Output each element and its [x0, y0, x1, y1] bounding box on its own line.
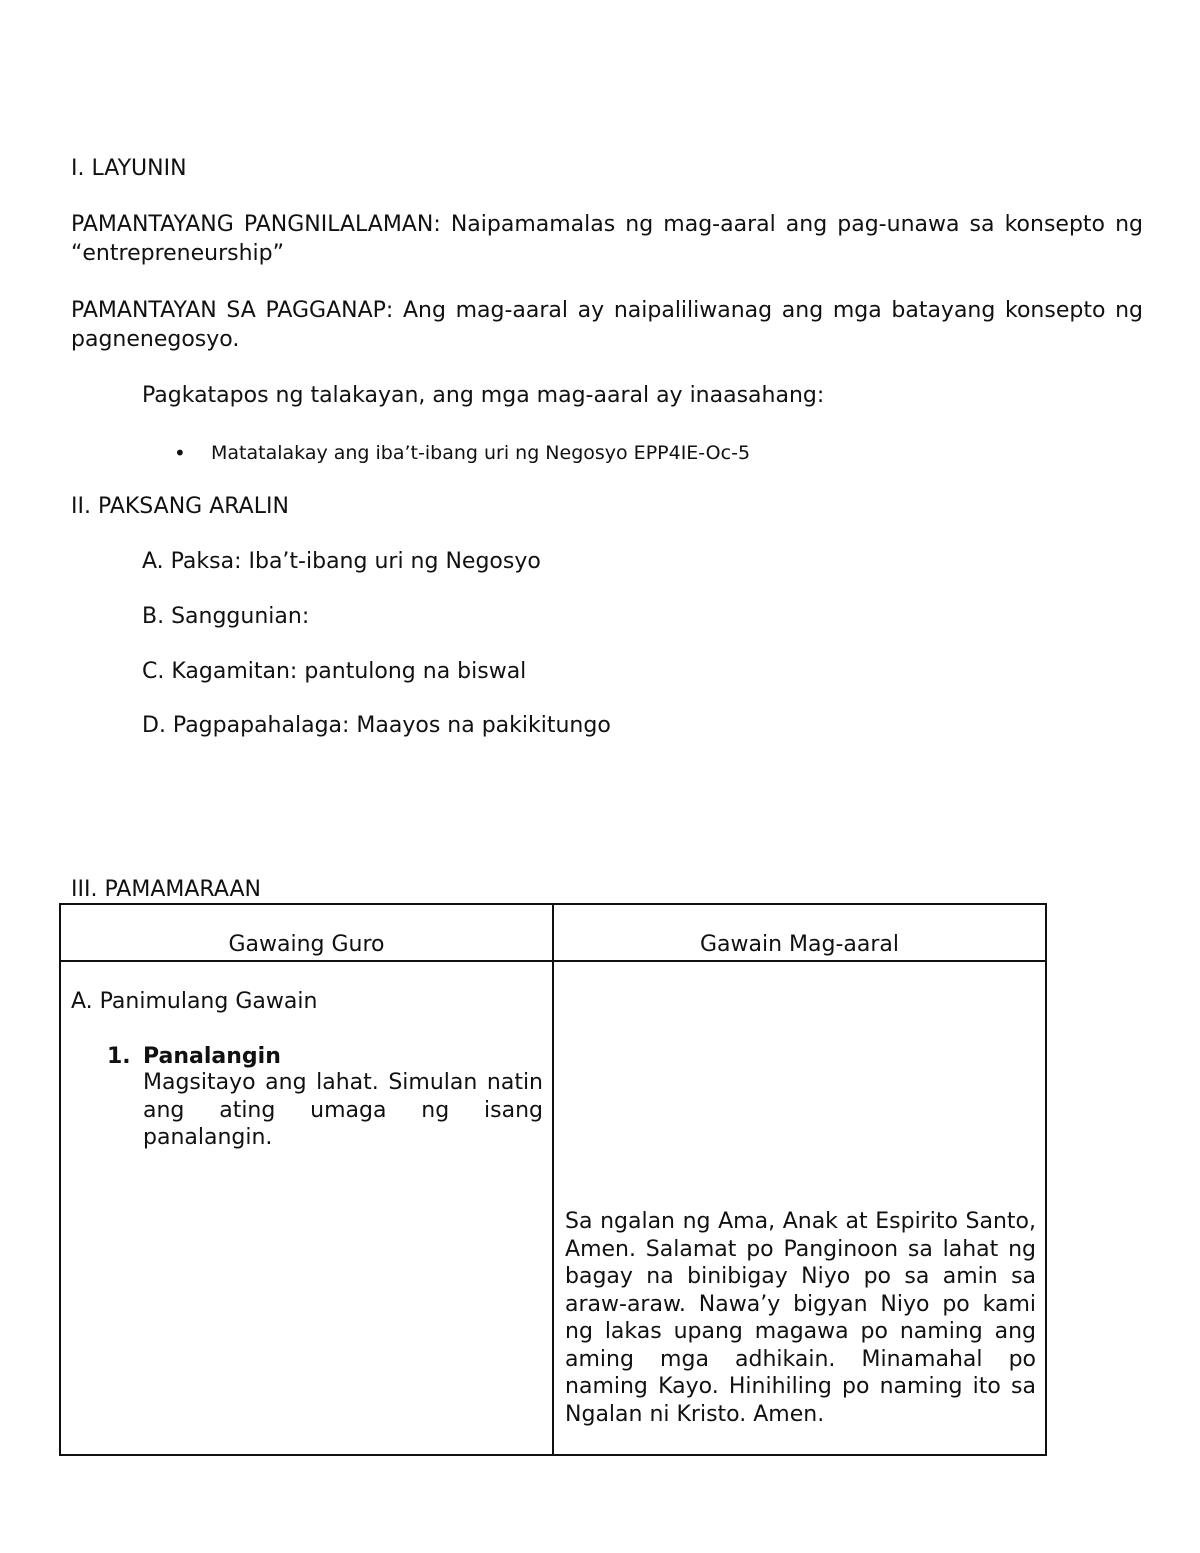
topic-item-d: D. Pagpapahalaga: Maayos na pakikitungo — [142, 713, 611, 738]
student-activity-cell — [553, 961, 1046, 1455]
table-header-student: Gawain Mag-aaral — [553, 904, 1046, 961]
table-header-teacher: Gawaing Guro — [60, 904, 553, 961]
content-standard-paragraph: PAMANTAYANG PANGNILALAMAN: Naipamamalas ng mag-aaral ang pag-unawa sa konsepto ng “entrepreneurship” — [71, 212, 1143, 266]
step-instruction: Magsitayo ang lahat. Simulan natin ang ating umaga ng isang panalangin. — [143, 1070, 543, 1150]
topic-item-a: A. Paksa: Iba’t-ibang uri ng Negosyo — [142, 549, 541, 574]
bullet-icon: • — [174, 441, 186, 465]
section-2-heading: II. PAKSANG ARALIN — [71, 494, 289, 519]
topic-item-b: B. Sanggunian: — [142, 604, 310, 629]
step-number: 1. — [107, 1044, 131, 1069]
procedure-table — [59, 903, 1047, 1456]
table-row — [60, 961, 1046, 1455]
student-prayer-response: Sa ngalan ng Ama, Anak at Espirito Santo, Amen. Salamat po Panginoon sa lahat ng bagay na binibigay Niyo po sa amin sa araw-araw. Nawa’y bigyan Niyo po kami ng lakas upang magawa po naming ang aming mga adhikain. Minamahal po naming Kayo. Hinihiling po naming ito sa Ngalan ni Kristo. Amen. — [565, 1209, 1037, 1427]
objective-bullet-item: Matatalakay ang iba’t-ibang uri ng Negosyo EPP4IE-Oc-5 — [211, 442, 751, 464]
table-header-row — [60, 904, 1046, 961]
teacher-activity-cell — [60, 961, 553, 1455]
section-3-heading: III. PAMAMARAAN — [71, 877, 261, 902]
objective-bullet-list — [174, 441, 186, 466]
step-title: Panalangin — [143, 1044, 281, 1069]
section-1-heading: I. LAYUNIN — [71, 156, 187, 181]
expectation-text: Pagkatapos ng talakayan, ang mga mag-aaral ay inaasahang: — [142, 383, 825, 408]
teacher-subheading: A. Panimulang Gawain — [71, 989, 318, 1014]
performance-standard-paragraph: PAMANTAYAN SA PAGGANAP: Ang mag-aaral ay naipaliliwanag ang mga batayang konsepto ng pagnenegosyo. — [71, 298, 1143, 352]
topic-item-c: C. Kagamitan: pantulong na biswal — [142, 659, 527, 684]
